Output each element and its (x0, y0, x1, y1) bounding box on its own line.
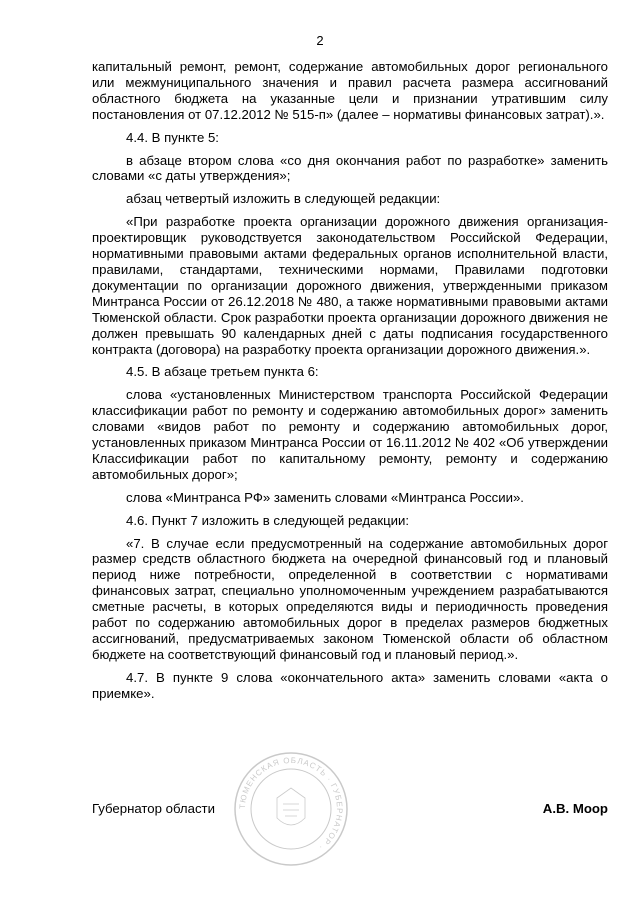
paragraph-10: «7. В случае если предусмотренный на содержание автомобильных дорог размер средств областного бюджета на очередной финансовый год и плановый период ниже потребности, определенной в соответствии с нормативами финансовых затрат, специально уполномоченным учреждением разрабатываются сметные расчеты, в которых определяются виды и периодичность проведения работ по содержанию автомобильных дорог в пределах размеров бюджетных ассигнований, предусматриваемых законом Тюменской области об областном бюджете на соответствующий финансовый год и плановый период.». (92, 535, 608, 662)
paragraph-8: слова «Минтранса РФ» заменить словами «Минтранса России». (126, 489, 524, 505)
paragraph-1: капитальный ремонт, ремонт, содержание автомобильных дорог регионального или межмуниципального значения и правил расчета размера ассигнований областного бюджета на указанные цели и признании утратившим силу постановления от 07.12.2012 № 515-п» (далее – нормативы финансовых затрат).». (92, 59, 608, 122)
document-body (92, 59, 608, 709)
paragraph-7: слова «установленных Министерством транспорта Российской Федерации классификации работ по ремонту и содержанию автомобильных дорог» заменить словами «видов работ по ремонту и содержанию автомобильных дорог, установленных приказом Минтранса России от 16.11.2012 № 402 «Об утверждении Классификации работ по капитальному ремонту, ремонту и содержанию автомобильных дорог»; (92, 387, 608, 482)
paragraph-5: «При разработке проекта организации дорожного движения организация-проектировщик руководствуется законодательством Российской Федерации, нормативными правовыми актами федеральных органов исполнительной власти, правилами, стандартами, техническими нормами, Правилами подготовки документации по организации дорожного движения, утвержденными приказом Минтранса России от 26.12.2018 № 480, а также нормативными правовыми актами Тюменской области. Срок разработки проекта организации дорожного движения не должен превышать 90 календарных дней с даты подписания государственного контракта (договора) на разработку проекта организации дорожного движения.». (92, 214, 608, 357)
paragraph-4: абзац четвертый изложить в следующей редакции: (126, 191, 441, 207)
page-number: 2 (316, 33, 324, 48)
seal-outer-text: ТЮМЕНСКАЯ ОБЛАСТЬ · ГУБЕРНАТОР · (237, 755, 345, 853)
paragraph-2: 4.4. В пункте 5: (126, 129, 219, 145)
paragraph-11: 4.7. В пункте 9 слова «окончательного акта» заменить словами «акта о приемке». (92, 669, 608, 701)
signer-title: Губернатор области (92, 801, 215, 816)
paragraph-9: 4.6. Пункт 7 изложить в следующей редакции: (126, 512, 410, 528)
paragraph-3: в абзаце втором слова «со дня окончания работ по разработке» заменить словами «с даты утверждения»; (92, 152, 608, 184)
signature-block (92, 801, 608, 821)
paragraph-6: 4.5. В абзаце третьем пункта 6: (126, 364, 319, 380)
signer-name: А.В. Моор (542, 801, 608, 816)
